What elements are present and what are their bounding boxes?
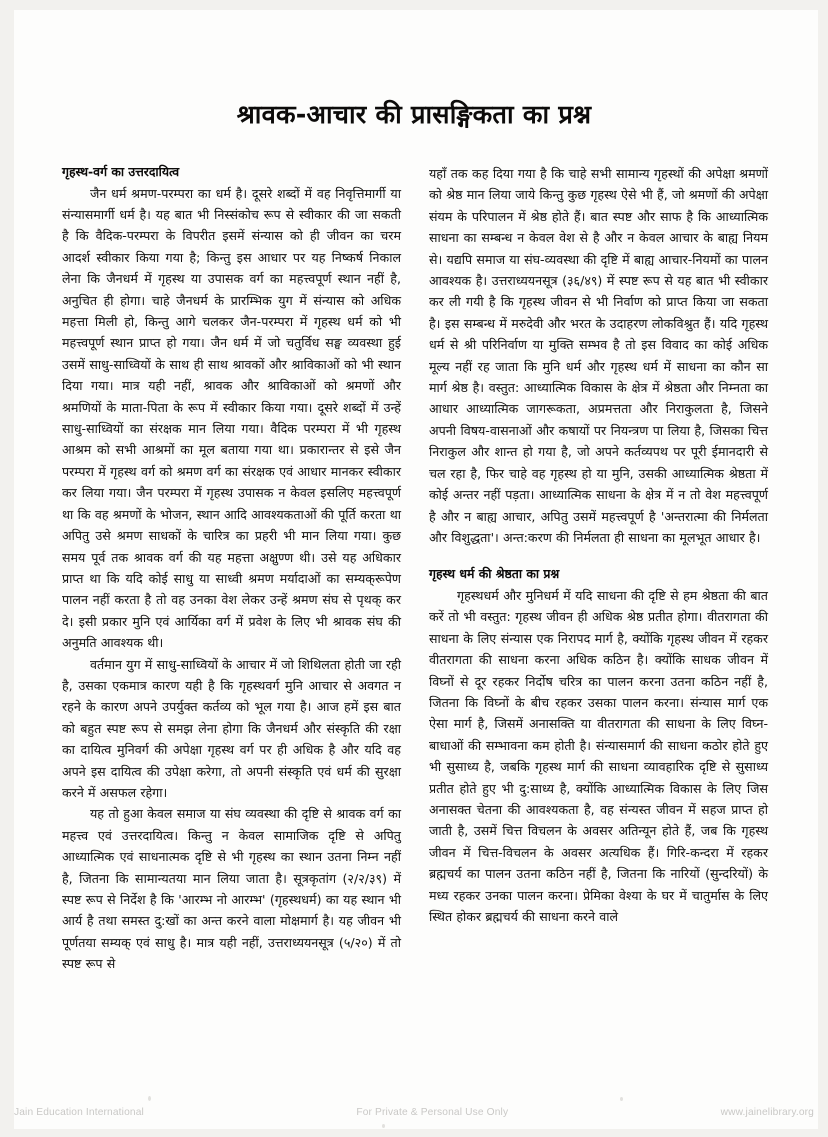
scan-speck bbox=[148, 1096, 151, 1101]
footer-usage-notice: For Private & Personal Use Only bbox=[356, 1106, 509, 1118]
scan-edge-left bbox=[0, 0, 14, 1137]
scan-edge-bottom bbox=[0, 1129, 828, 1137]
page-title: श्रावक-आचार की प्रासङ्गिकता का प्रश्न bbox=[236, 100, 592, 131]
right-column bbox=[429, 163, 768, 1078]
footer-publisher: Jain Education International bbox=[14, 1106, 144, 1118]
section-heading-responsibility-of-householder-class: गृहस्थ-वर्ग का उत्तरदायित्व bbox=[62, 164, 180, 179]
paragraph: यहाँ तक कह दिया गया है कि चाहे सभी सामान्य गृहस्थों की अपेक्षा श्रमणों को श्रेष्ठ मान लिया जाये किन्तु कुछ गृहस्थ ऐसे भी हैं, जो श्रमणों की अपेक्षा संयम के परिपालन में श्रेष्ठ होते हैं। बात स्पष्ट और साफ है कि आध्यात्मिक साधना का सम्बन्ध न केवल वेश से है और न केवल आचार के बाह्य नियम से। यद्यपि समाज या संघ-व्यवस्था की दृष्टि में बाह्य आचार-नियमों का पालन आवश्यक है। उत्तराध्ययनसूत्र (३६/४९) में स्पष्ट रूप से यह बात भी स्वीकार कर ली गयी है कि गृहस्थ जीवन से भी निर्वाण को प्राप्त किया जा सकता है। इस सम्बन्ध में मरुदेवी और भरत के उदाहरण लोकविश्रुत हैं। यदि गृहस्थ धर्म से श्री परिनिर्वाण या मुक्ति सम्भव है तो इस विवाद का कोई अधिक मूल्य नहीं रह जाता कि मुनि धर्म और गृहस्थ धर्म में साधना का कौन सा मार्ग श्रेष्ठ है। वस्तुत: आध्यात्मिक विकास के क्षेत्र में श्रेष्ठता और निम्नता का आधार आध्यात्मिक जागरूकता, अप्रमत्तता और निराकुलता है, जिसने अपनी विषय-वासनाओं और कषायों पर नियन्त्रण पा लिया है, जिसका चित्त निराकुल और शान्त हो गया है, जो अपने कर्तव्यपथ पर पूरी ईमानदारी से चल रहा है, फिर चाहे वह गृहस्थ हो या मुनि, उसकी आध्यात्मिक श्रेष्ठता में कोई अन्तर नहीं पड़ता। आध्यात्मिक साधना के क्षेत्र में न तो वेश महत्त्वपूर्ण है और न बाह्य आचार, अपितु उसमें महत्त्वपूर्ण है 'अन्तरात्मा की निर्मलता और विशुद्धता'। अन्त:करण की निर्मलता ही साधना का मूलभूत आधार है। bbox=[429, 166, 768, 545]
scan-speck bbox=[382, 1124, 385, 1128]
paragraph: गृहस्थधर्म और मुनिधर्म में यदि साधना की दृष्टि से हम श्रेष्ठता की बात करें तो भी वस्तुत: गृहस्थ जीवन ही अधिक श्रेष्ठ प्रतीत होगा। वीतरागता की साधना के लिए संन्यास एक निरापद मार्ग है, क्योंकि गृहस्थ जीवन में रहकर वीतरागता की साधना करना अधिक कठिन है। क्योंकि साधक जीवन में विघ्नों से दूर रहकर निर्दोष चरित्र का पालन करना उतना कठिन नहीं है, जितना कि विघ्नों के बीच रहकर उसका पालन करना। संन्यास मार्ग एक ऐसा मार्ग है, जिसमें अनासक्ति या वीतरागता की साधना के लिए विघ्न-बाधाओं की सम्भावना कम होती है। संन्यासमार्ग की साधना कठोर होते हुए भी सुसाध्य है, जबकि गृहस्थ मार्ग की साधना व्यावहारिक दृष्टि से सुसाध्य प्रतीत होते हुए भी दु:साध्य है, क्योंकि आध्यात्मिक विकास के लिए जिस अनासक्त चेतना की आवश्यकता है, वह संन्यस्त जीवन में सहज प्राप्त हो जाती है, उसमें चित्त विचलन के अवसर अतिन्यून होते हैं, जब कि गृहस्थ जीवन में चित्त-विचलन के अवसर अत्यधिक हैं। गिरि-कन्दरा में रहकर ब्रह्मचर्य का पालन उतना कठिन नहीं है, जितना कि नारियों (सुन्दरियों) के मध्य रहकर उनका पालन करना। प्रेमिका वेश्या के घर में चातुर्मास के लिए स्थित होकर ब्रह्मचर्य की साधना करने वाले bbox=[429, 587, 768, 925]
scan-edge-top bbox=[0, 0, 828, 10]
paragraph: वर्तमान युग में साधु-साध्वियों के आचार में जो शिथिलता होती जा रही है, उसका एकमात्र कारण यही है कि गृहस्थवर्ग मुनि आचार से अवगत न रहने के कारण अपने उपर्युक्त कर्तव्य को भूल गया है। आज हमें इस बात को बहुत स्पष्ट रूप से समझ लेना होगा कि जैनधर्म और संस्कृति की रक्षा का दायित्व मुनिवर्ग की अपेक्षा गृहस्थ वर्ग पर ही अधिक है और यदि वह अपने इस दायित्व की उपेक्षा करेगा, तो अपनी संस्कृति एवं धर्म की सुरक्षा करने में असफल रहेगा। bbox=[62, 656, 401, 800]
left-column bbox=[62, 163, 401, 1078]
paragraph: जैन धर्म श्रमण-परम्परा का धर्म है। दूसरे शब्दों में वह निवृत्तिमार्गी या संन्यासमार्गी धर्म है। यह बात भी निस्संकोच रूप से स्वीकार की जा सकती है कि वैदिक-परम्परा के विपरीत इसमें संन्यास को ही जीवन का चरम आदर्श स्वीकार किया गया है; किन्तु इस आधार पर यह निष्कर्ष निकाल लेना कि जैनधर्म में गृहस्थ या उपासक वर्ग का महत्त्वपूर्ण स्थान नहीं है, अनुचित ही होगा। चाहे जैनधर्म के प्रारम्भिक युग में संन्यास को अधिक महत्ता मिली हो, किन्तु आगे चलकर जैन-परम्परा में गृहस्थ धर्म को भी महत्त्वपूर्ण स्थान प्राप्त हो गया। जैन धर्म में जो चतुर्विध सङ्घ व्यवस्था हुई उसमें साधु-साध्वियों के साथ ही साथ श्रावकों और श्राविकाओं को भी स्थान दिया गया। मात्र यही नहीं, श्रावक और श्राविकाओं को श्रमणों और श्रमणियों के माता-पिता के रूप में स्वीकार किया गया। दूसरे शब्दों में उन्हें साधु-साध्वियों का संरक्षक मान लिया गया। वैदिक परम्परा में भी गृहस्थ आश्रम को सभी आश्रमों का मूल बताया गया था। प्रकारान्तर से इसे जैन परम्परा में गृहस्थ वर्ग को श्रमण वर्ग का संरक्षक एवं आधार मानकर स्वीकार कर लिया गया। जैन परम्परा में गृहस्थ उपासक न केवल इसलिए महत्त्वपूर्ण था कि वह श्रमणों के भोजन, स्थान आदि आवश्यकताओं की पूर्ति करता था अपितु उसे श्रमण साधकों के चारित्र का प्रहरी भी मान लिया गया। कुछ समय पूर्व तक श्रावक वर्ग की यह महत्ता अक्षुण्ण थी। उसे यह अधिकार प्राप्त था कि यदि कोई साधु या साध्वी श्रमण मर्यादाओं का सम्यक्‌रूपेण पालन नहीं करता है तो वह उनका वेश लेकर उन्हें श्रमण संघ से पृथक् कर दे। इसी प्रकार मुनि एवं आर्यिका वर्ग में प्रवेश के लिए भी श्रावक संघ की अनुमति आवश्यक थी। bbox=[62, 185, 401, 651]
section-heading-superiority-of-householder-dharma: गृहस्थ धर्म की श्रेष्ठता का प्रश्न bbox=[429, 566, 560, 582]
two-column-body bbox=[62, 163, 768, 1078]
page-footer bbox=[14, 1104, 814, 1120]
footer-website-url[interactable]: www.jainelibrary.org bbox=[720, 1106, 814, 1118]
paragraph: यह तो हुआ केवल समाज या संघ व्यवस्था की दृष्टि से श्रावक वर्ग का महत्त्व एवं उत्तरदायित्व। किन्तु न केवल सामाजिक दृष्टि से अपितु आध्यात्मिक एवं साधनात्मक दृष्टि से भी गृहस्थ का स्थान उतना निम्न नहीं है, जितना कि सामान्यतया मान लिया जाता है। सूत्रकृतांग (२/२/३९) में स्पष्ट रूप से निर्देश है कि 'आरम्भ नो आरम्भ' (गृहस्थधर्म) का यह स्थान भी आर्य है तथा समस्त दु:खों का अन्त करने वाला मोक्षमार्ग है। यह जीवन भी पूर्णतया सम्यक् एवं साधु है। मात्र यही नहीं, उत्तराध्ययनसूत्र (५/२०) में तो स्पष्ट रूप से bbox=[62, 806, 401, 972]
scan-speck bbox=[620, 1097, 623, 1101]
scan-edge-right bbox=[818, 0, 828, 1137]
